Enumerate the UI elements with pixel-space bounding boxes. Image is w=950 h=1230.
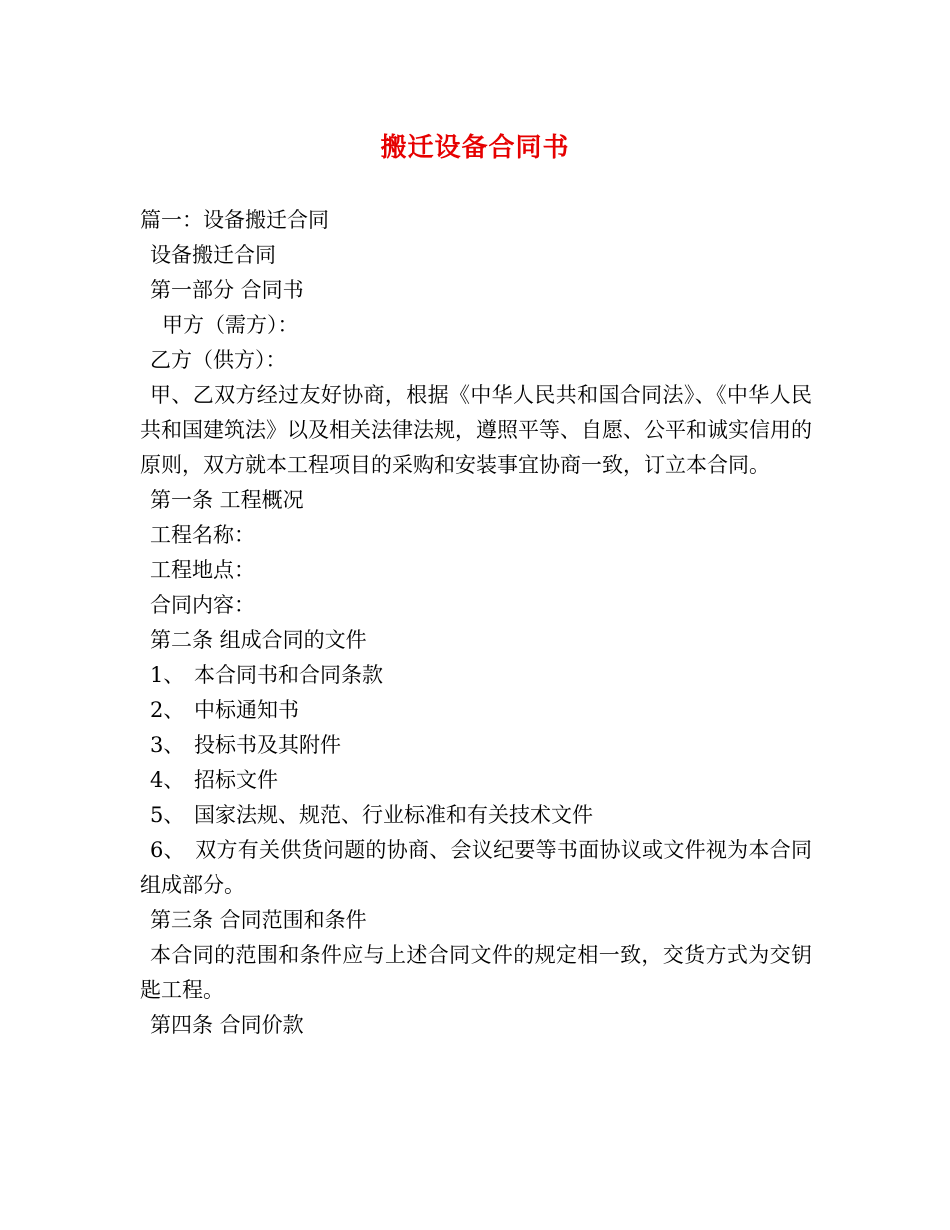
party-a-label: 甲方（需方）： — [162, 313, 299, 337]
part-heading: 第一部分 合同书 — [150, 278, 304, 302]
contract-subtitle: 设备搬迁合同 — [150, 243, 276, 267]
list-item — [140, 728, 812, 763]
list-item-number: 6、 — [150, 838, 185, 862]
list-item-text: 本合同书和合同条款 — [194, 663, 383, 687]
list-item-text: 双方有关供货问题的协商、会议纪要等书面协议或文件视为本合同组成部分。 — [140, 838, 812, 897]
document-body — [140, 203, 812, 1043]
document-title: 搬迁设备合同书 — [380, 133, 570, 163]
list-item-text: 国家法规、规范、行业标准和有关技术文件 — [194, 803, 593, 827]
article-1-heading: 第一条 工程概况 — [150, 488, 304, 512]
list-item — [140, 658, 812, 693]
list-item-text: 投标书及其附件 — [194, 733, 341, 757]
project-name-label: 工程名称： — [150, 523, 255, 547]
preamble-text: 甲、乙双方经过友好协商，根据《中华人民共和国合同法》、《中华人民共和国建筑法》以及相关法律法规，遵照平等、自愿、公平和诚实信用的原则，双方就本工程项目的采购和安装事宜协商一致，订立本合同。 — [140, 383, 812, 477]
chapter-heading: 篇一：设备搬迁合同 — [140, 208, 329, 232]
list-item — [140, 763, 812, 798]
article-2-heading: 第二条 组成合同的文件 — [150, 628, 367, 652]
article-4-heading: 第四条 合同价款 — [150, 1013, 304, 1037]
list-item — [140, 693, 812, 728]
article-3-paragraph — [140, 938, 812, 1008]
article-3-text: 本合同的范围和条件应与上述合同文件的规定相一致，交货方式为交钥匙工程。 — [140, 943, 812, 1002]
article-3-heading: 第三条 合同范围和条件 — [150, 908, 367, 932]
list-item-number: 4、 — [150, 768, 185, 792]
contract-content-label: 合同内容： — [150, 593, 255, 617]
list-item-number: 2、 — [150, 698, 185, 722]
list-item-number: 5、 — [150, 803, 185, 827]
list-item-number: 3、 — [150, 733, 185, 757]
list-item — [140, 833, 812, 903]
project-location-label: 工程地点： — [150, 558, 255, 582]
preamble-paragraph — [140, 378, 812, 483]
list-item-number: 1、 — [150, 663, 185, 687]
list-item-text: 中标通知书 — [194, 698, 299, 722]
list-item — [140, 798, 812, 833]
list-item-text: 招标文件 — [194, 768, 278, 792]
party-b-label: 乙方（供方）： — [150, 348, 287, 372]
